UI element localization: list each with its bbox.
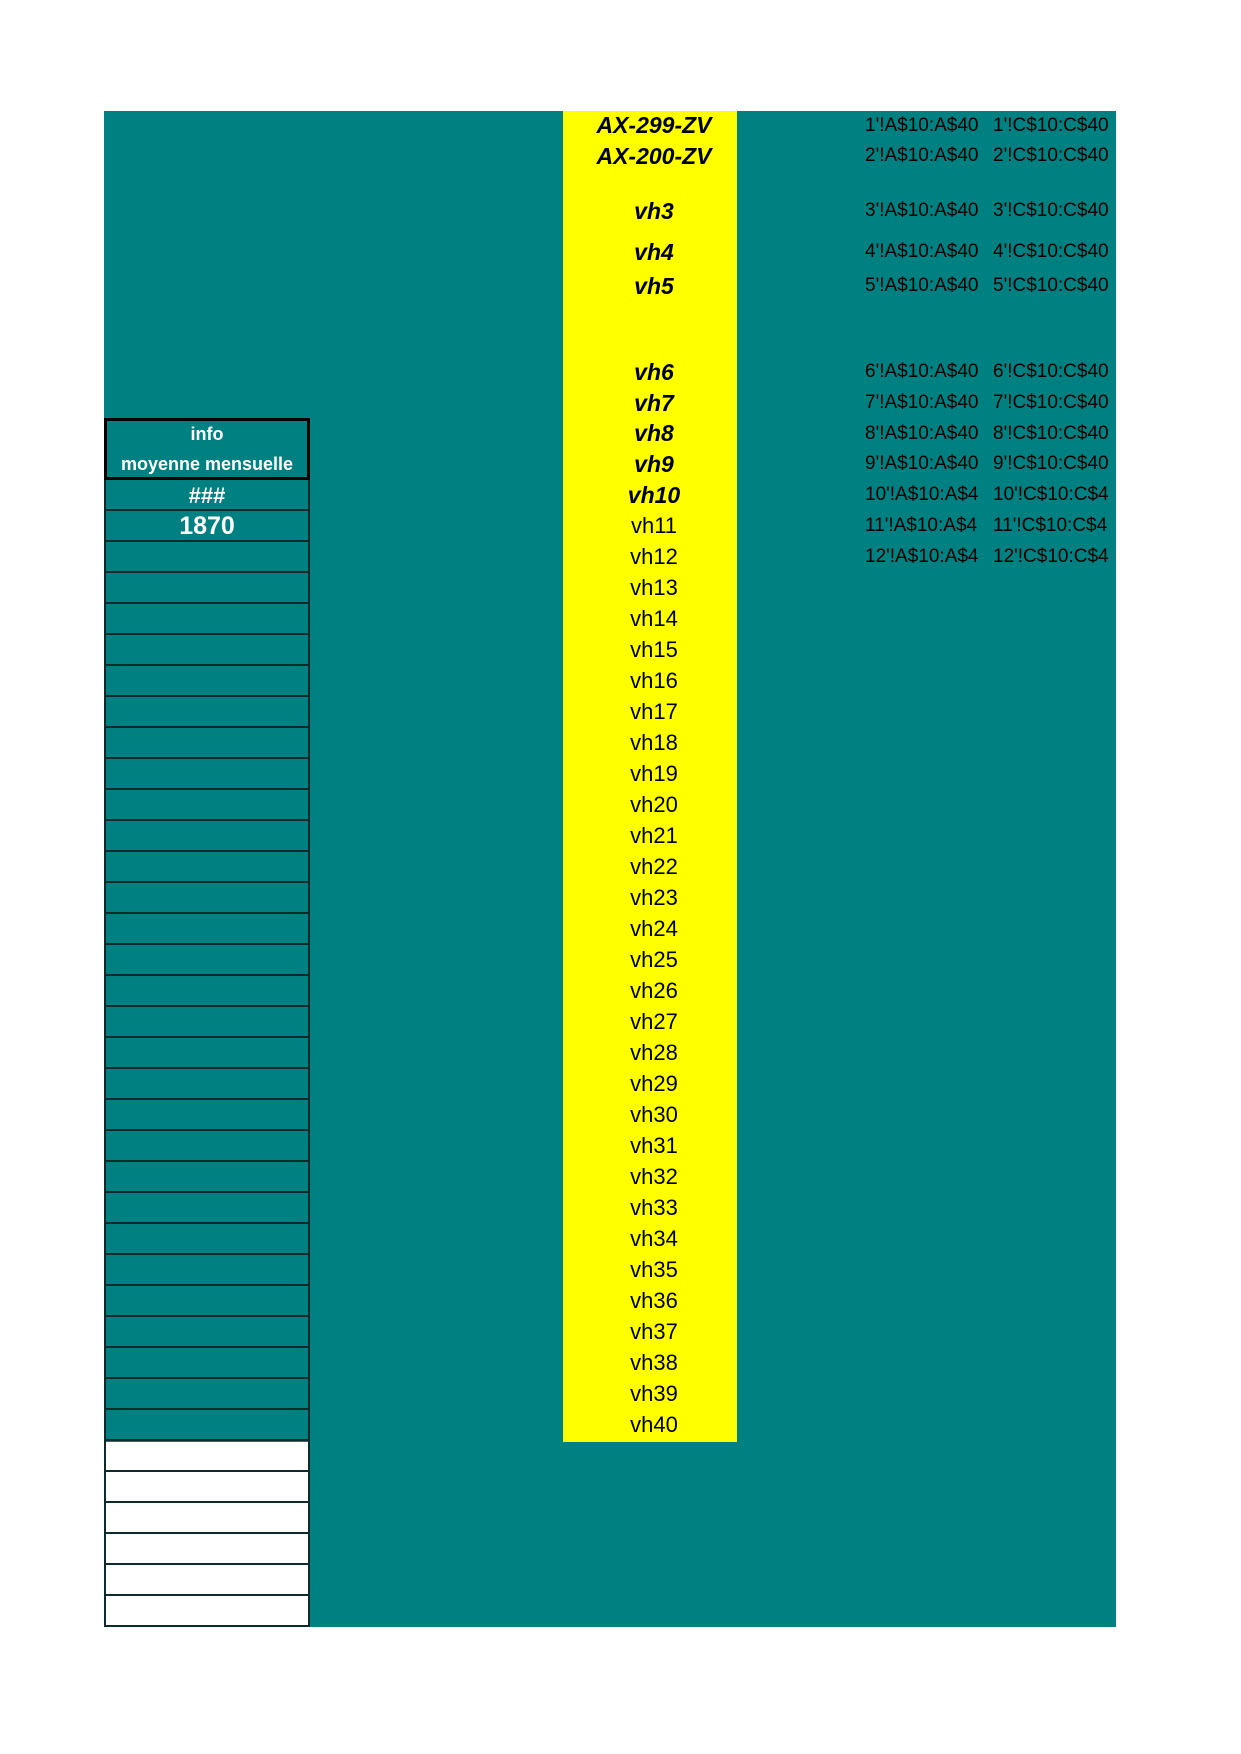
grid-row bbox=[104, 976, 310, 1007]
vehicle-cell: vh33 bbox=[630, 1195, 678, 1220]
grid-row bbox=[104, 1565, 310, 1596]
grid-row bbox=[104, 728, 310, 759]
vehicle-cell: vh20 bbox=[630, 792, 678, 817]
vehicle-cell: AX-200-ZV bbox=[596, 143, 712, 169]
grid-row bbox=[104, 573, 310, 604]
monthly-average-value: 1870 bbox=[179, 512, 235, 540]
grid-row bbox=[104, 635, 310, 666]
grid-row bbox=[104, 759, 310, 790]
vehicle-cell: vh16 bbox=[630, 668, 678, 693]
vehicle-cell: vh37 bbox=[630, 1319, 678, 1344]
grid-row bbox=[104, 1131, 310, 1162]
grid-row bbox=[104, 1007, 310, 1038]
sheet-ref-a: 2'!A$10:A$40 bbox=[865, 145, 979, 166]
grid-row bbox=[104, 1348, 310, 1379]
vehicle-cell: vh38 bbox=[630, 1350, 678, 1375]
vehicle-cell: vh14 bbox=[630, 606, 678, 631]
grid-row bbox=[104, 1472, 310, 1503]
grid-row bbox=[104, 480, 310, 511]
grid-row bbox=[104, 1069, 310, 1100]
info-label: info bbox=[190, 424, 224, 444]
sheet-ref-c: 2'!C$10:C$40 bbox=[993, 145, 1109, 166]
sheet-ref-c: 11'!C$10:C$4 bbox=[993, 515, 1108, 536]
vehicle-cell: vh29 bbox=[630, 1071, 678, 1096]
grid-row bbox=[104, 1162, 310, 1193]
grid-row bbox=[104, 1255, 310, 1286]
grid-row bbox=[104, 604, 310, 635]
vehicle-cell: vh8 bbox=[634, 420, 674, 446]
grid-row bbox=[104, 1317, 310, 1348]
vehicle-cell: vh25 bbox=[630, 947, 678, 972]
vehicle-cell: vh5 bbox=[634, 273, 674, 299]
sheet-ref-a: 10'!A$10:A$4 bbox=[865, 484, 979, 505]
grid-row bbox=[104, 883, 310, 914]
vehicle-cell: vh6 bbox=[634, 359, 674, 385]
sheet-ref-c: 8'!C$10:C$40 bbox=[993, 423, 1109, 444]
grid-row bbox=[104, 945, 310, 976]
info-subtitle: moyenne mensuelle bbox=[120, 454, 294, 474]
vehicle-cell: vh11 bbox=[630, 513, 678, 538]
sheet-ref-c: 4'!C$10:C$40 bbox=[993, 241, 1109, 262]
sheet-ref-a: 1'!A$10:A$40 bbox=[865, 115, 979, 136]
vehicle-cell: AX-299-ZV bbox=[596, 112, 712, 138]
vehicle-cell: vh34 bbox=[630, 1226, 678, 1251]
vehicle-cell: vh7 bbox=[634, 390, 674, 416]
sheet-ref-a: 9'!A$10:A$40 bbox=[865, 453, 979, 474]
vehicle-cell: vh10 bbox=[627, 482, 681, 508]
grid-row bbox=[104, 542, 310, 573]
vehicle-cell: vh31 bbox=[630, 1133, 678, 1158]
vehicle-cell: vh15 bbox=[630, 637, 678, 662]
sheet-ref-a: 4'!A$10:A$40 bbox=[865, 241, 979, 262]
grid-row bbox=[104, 914, 310, 945]
vehicle-cell: vh27 bbox=[630, 1009, 678, 1034]
grid-row bbox=[104, 821, 310, 852]
sheet-ref-c: 9'!C$10:C$40 bbox=[993, 453, 1109, 474]
vehicle-cell: vh39 bbox=[630, 1381, 678, 1406]
grid-row bbox=[104, 1596, 310, 1627]
sheet-ref-c: 10'!C$10:C$4 bbox=[993, 484, 1109, 505]
vehicle-cell: vh30 bbox=[630, 1102, 678, 1127]
grid-row bbox=[104, 790, 310, 821]
grid-row bbox=[104, 1379, 310, 1410]
sheet-ref-c: 12'!C$10:C$4 bbox=[993, 546, 1109, 567]
sheet-ref-a: 12'!A$10:A$4 bbox=[865, 546, 979, 567]
vehicle-cell: vh32 bbox=[630, 1164, 678, 1189]
info-hash-value: ### bbox=[188, 483, 226, 508]
vehicle-cell: vh17 bbox=[630, 699, 678, 724]
vehicle-cell: vh24 bbox=[630, 916, 678, 941]
sheet-ref-a: 8'!A$10:A$40 bbox=[865, 423, 979, 444]
grid-row bbox=[104, 1038, 310, 1069]
vehicle-cell: vh4 bbox=[634, 239, 674, 265]
sheet-ref-c: 1'!C$10:C$40 bbox=[993, 115, 1109, 136]
vehicle-cell: vh21 bbox=[630, 823, 678, 848]
grid-row bbox=[104, 1503, 310, 1534]
grid-row bbox=[104, 1534, 310, 1565]
sheet-ref-a: 7'!A$10:A$40 bbox=[865, 392, 979, 413]
vehicle-cell: vh28 bbox=[630, 1040, 678, 1065]
grid-row bbox=[104, 697, 310, 728]
vehicle-cell: vh19 bbox=[630, 761, 678, 786]
sheet-ref-c: 3'!C$10:C$40 bbox=[993, 200, 1109, 221]
sheet-ref-c: 7'!C$10:C$40 bbox=[993, 392, 1109, 413]
vehicle-cell: vh3 bbox=[634, 198, 674, 224]
vehicle-cell: vh18 bbox=[630, 730, 678, 755]
grid-row bbox=[104, 666, 310, 697]
grid-row bbox=[104, 852, 310, 883]
sheet-ref-a: 11'!A$10:A$4 bbox=[865, 515, 978, 536]
sheet-ref-a: 6'!A$10:A$40 bbox=[865, 361, 979, 382]
vehicle-cell: vh9 bbox=[634, 451, 674, 477]
teal-background-bottom bbox=[310, 1441, 1116, 1627]
sheet-ref-c: 6'!C$10:C$40 bbox=[993, 361, 1109, 382]
sheet-ref-a: 5'!A$10:A$40 bbox=[865, 275, 979, 296]
sheet-ref-c: 5'!C$10:C$40 bbox=[993, 275, 1109, 296]
grid-row bbox=[104, 511, 310, 542]
grid-row bbox=[104, 1224, 310, 1255]
vehicle-cell: vh36 bbox=[630, 1288, 678, 1313]
vehicle-cell: vh13 bbox=[630, 575, 678, 600]
vehicle-cell: vh40 bbox=[630, 1412, 678, 1437]
vehicle-cell: vh12 bbox=[630, 544, 678, 569]
grid-row bbox=[104, 1100, 310, 1131]
sheet-ref-a: 3'!A$10:A$40 bbox=[865, 200, 979, 221]
vehicle-cell: vh22 bbox=[630, 854, 678, 879]
grid-row bbox=[104, 1410, 310, 1441]
vehicle-cell: vh26 bbox=[630, 978, 678, 1003]
grid-row bbox=[104, 1193, 310, 1224]
vehicle-cell: vh23 bbox=[630, 885, 678, 910]
grid-row bbox=[104, 1286, 310, 1317]
grid-row bbox=[104, 1441, 310, 1472]
vehicle-cell: vh35 bbox=[630, 1257, 678, 1282]
